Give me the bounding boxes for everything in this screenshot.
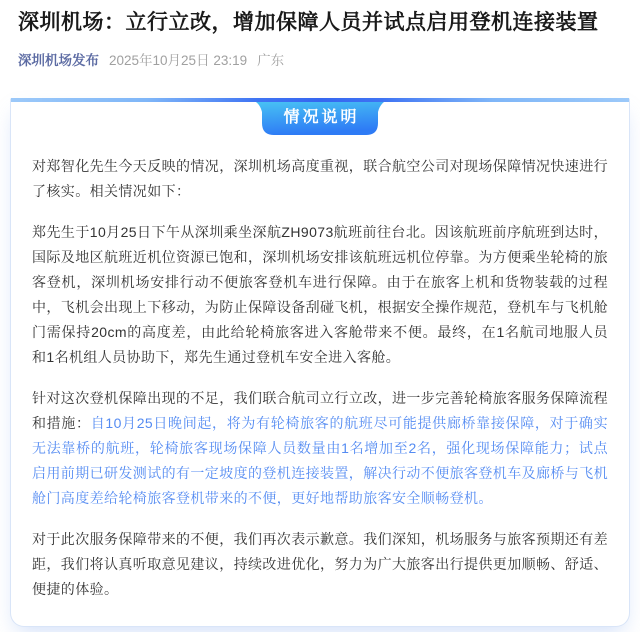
notice-card — [10, 98, 630, 627]
notice-badge — [245, 98, 395, 136]
article-header — [0, 0, 640, 69]
page-title: 深圳机场：立行立改，增加保障人员并试点启用登机连接装置 — [18, 11, 599, 34]
card-top-border — [11, 98, 629, 102]
notice-paragraph-measures — [32, 386, 608, 511]
measures-highlight-text: 自10月25日晚间起，将为有轮椅旅客的航班尽可能提供廊桥靠接保障，对于确实无法靠桥的航班，轮椅旅客现场保障人员数量由1名增加至2名，强化现场保障能力；试点启用前期已研发测试的有一定坡度的登机连接装置，解决行动不便旅客登机车及廊桥与飞机舱门高度差给轮椅旅客登机带来的不便，更好地帮助旅客安全顺畅登机。 — [32, 415, 608, 507]
notice-body — [11, 98, 629, 616]
publish-location: 广东 — [257, 53, 285, 69]
notice-paragraph-apology: 对于此次服务保障带来的不便，我们再次表示歉意。我们深知，机场服务与旅客预期还有差距，我们将认真听取意见建议，持续改进优化，努力为广大旅客出行提供更加顺畅、舒适、便捷的体验。 — [32, 531, 608, 598]
publish-time: 2025年10月25日 23:19 — [109, 53, 248, 69]
byline — [18, 49, 622, 69]
badge-label: 情况说明 — [283, 109, 360, 127]
publisher-link[interactable]: 深圳机场发布 — [18, 53, 99, 69]
notice-paragraph-intro: 对郑智化先生今天反映的情况，深圳机场高度重视，联合航空公司对现场保障情况快速进行了核实。相关情况如下： — [32, 158, 608, 200]
measures-lead-text: 针对这次登机保障出现的不足，我们联合航司立行立改，进一步完善轮椅旅客服务保障流程和措施： — [32, 390, 608, 432]
notice-paragraph-incident: 郑先生于10月25日下午从深圳乘坐深航ZH9073航班前往台北。因该航班前序航班到达时，国际及地区航班近机位资源已饱和，深圳机场安排该航班远机位停靠。为方便乘坐轮椅的旅客登机，深圳机场安排行动不便旅客登机车进行保障。由于在旅客上机和货物装载的过程中，飞机会出现上下移动，为防止保障设备刮碰飞机，根据安全操作规范，登机车与飞机舱门需保持20cm的高度差，由此给轮椅旅客进入客舱带来不便。最终，在1名航司地服人员和1名机组人员协助下，郑先生通过登机车安全进入客舱。 — [32, 224, 608, 366]
